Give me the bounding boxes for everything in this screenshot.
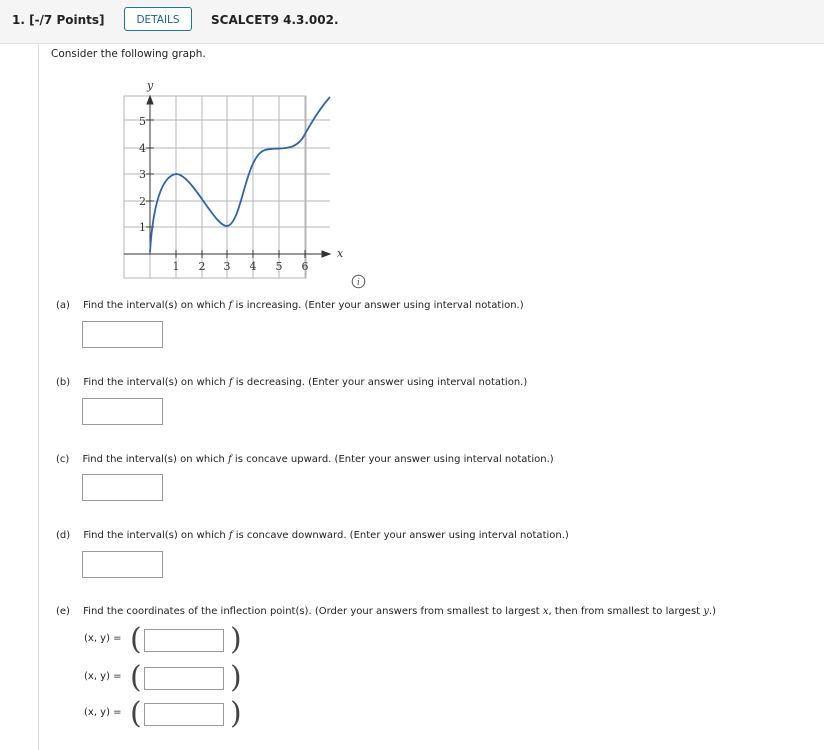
function-graph	[110, 74, 350, 284]
inflection-point-2-input[interactable]	[144, 667, 224, 690]
xy-label: (x, y) =	[84, 671, 122, 682]
close-paren: )	[230, 622, 242, 657]
answer-b-input[interactable]	[82, 398, 163, 425]
x-axis-label: x	[337, 247, 344, 260]
x-tick-label: 6	[301, 260, 309, 273]
x-tick-label: 4	[249, 260, 257, 273]
x-tick-label: 2	[198, 260, 206, 273]
inflection-point-1-input[interactable]	[144, 629, 224, 652]
close-paren: )	[230, 696, 242, 731]
y-tick-label: 2	[139, 195, 146, 208]
xy-label: (x, y) =	[84, 707, 122, 718]
question-number: 1. [-/7 Points]	[12, 13, 105, 27]
open-paren: (	[130, 660, 142, 695]
x-tick-label: 1	[172, 260, 180, 273]
details-button[interactable]: DETAILS	[124, 7, 192, 31]
left-rule	[38, 44, 39, 750]
close-paren: )	[230, 660, 242, 695]
y-tick-label: 3	[139, 168, 146, 181]
open-paren: (	[130, 622, 142, 657]
question-b: (b) Find the interval(s) on which f is decreasing. (Enter your answer using interval notation.)	[56, 377, 528, 388]
y-tick-label: 4	[139, 142, 146, 155]
answer-a-input[interactable]	[82, 321, 163, 348]
answer-c-input[interactable]	[82, 474, 163, 501]
question-e: (e) Find the coordinates of the inflection point(s). (Order your answers from smallest to largest x, then from smallest to largest y.)	[56, 606, 716, 617]
open-paren: (	[130, 696, 142, 731]
intro-text: Consider the following graph.	[51, 48, 206, 60]
x-tick-label: 3	[223, 260, 231, 273]
info-icon[interactable]	[351, 274, 366, 289]
question-a: (a) Find the interval(s) on which f is increasing. (Enter your answer using interval notation.)	[56, 300, 524, 311]
svg-text:i: i	[357, 278, 360, 288]
question-d: (d) Find the interval(s) on which f is concave downward. (Enter your answer using interval notation.)	[56, 530, 569, 541]
y-tick-label: 5	[139, 115, 146, 128]
y-tick-label: 1	[139, 221, 146, 234]
xy-label: (x, y) =	[84, 633, 122, 644]
question-header	[0, 0, 824, 44]
question-c: (c) Find the interval(s) on which f is concave upward. (Enter your answer using interval notation.)	[56, 454, 554, 465]
inflection-point-3-input[interactable]	[144, 703, 224, 726]
y-axis-label: y	[147, 79, 154, 92]
x-tick-label: 5	[275, 260, 283, 273]
question-code: SCALCET9 4.3.002.	[211, 13, 339, 27]
answer-d-input[interactable]	[82, 551, 163, 578]
